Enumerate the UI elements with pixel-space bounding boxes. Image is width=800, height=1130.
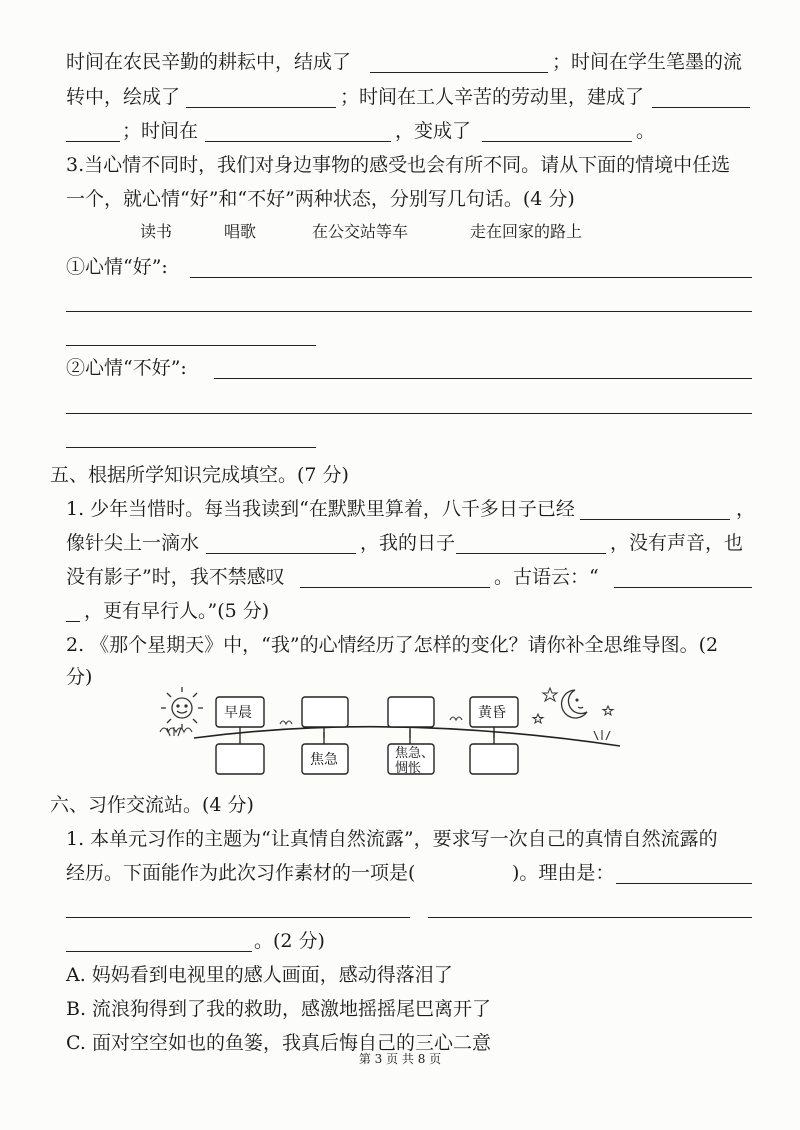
answer-blank[interactable] (66, 917, 410, 918)
q2-line-2 (0, 80, 800, 114)
s5-q1-text: ， (736, 498, 756, 520)
mood-box-blank[interactable] (470, 744, 518, 774)
answer-blank[interactable] (482, 141, 632, 142)
s5-q1-line-1 (0, 492, 800, 526)
answer-blank[interactable] (206, 553, 356, 554)
anxious-melancholy-line-2: 惆怅 (395, 761, 422, 776)
bad-mood-label: ②心情“不好”: (66, 357, 187, 379)
answer-blank[interactable] (616, 883, 752, 884)
answer-blank[interactable] (66, 141, 120, 142)
section6-heading (0, 788, 800, 822)
q2-line-3 (0, 114, 800, 148)
s6-q1-line-1 (0, 822, 800, 856)
writing-line (0, 890, 800, 924)
s5-q1-text: 。古语云：“ (494, 566, 599, 588)
answer-blank[interactable] (300, 587, 490, 588)
choice-b-text: B. 流浪狗得到了我的救助，感激地摇摇尾巴离开了 (66, 998, 492, 1020)
q2-text: 时间在农民辛勤的耕耘中，结成了 (66, 51, 352, 73)
section-heading: 六、习作交流站。(4 分) (50, 794, 254, 816)
q3-options (0, 215, 800, 249)
answer-blank[interactable] (428, 917, 752, 918)
q2-line-1 (0, 45, 800, 79)
mood-mind-map (150, 680, 630, 780)
answer-blank[interactable] (66, 447, 316, 448)
answer-blank[interactable] (214, 378, 752, 379)
moon-icon (562, 690, 587, 718)
answer-blank[interactable] (186, 107, 336, 108)
writing-line (0, 386, 800, 420)
sun-icon (161, 687, 203, 729)
s6-q1-line-2 (0, 856, 800, 890)
good-mood-label: ①心情“好”: (66, 256, 168, 278)
q2-text: 转中，绘成了 (66, 86, 181, 108)
s6-q1-text: )。理由是： (512, 862, 615, 884)
section-heading: 五、根据所学知识完成填空。(7 分) (50, 464, 349, 486)
s6-q1-text: 1. 本单元习作的主题为“让真情自然流露”，要求写一次自己的真情自然流露的 (66, 828, 718, 850)
q3-bad-line (0, 351, 800, 385)
q3-title-1 (0, 148, 800, 182)
choice-a[interactable] (0, 958, 800, 992)
q2-text: ；时间在 (122, 120, 199, 142)
anxious-label: 焦急 (310, 752, 338, 768)
writing-line (0, 420, 800, 454)
answer-blank[interactable] (614, 587, 752, 588)
answer-blank[interactable] (66, 311, 752, 312)
top-boxes (216, 697, 518, 727)
choice-c-text: C. 面对空空如也的鱼篓，我真后悔自己的三心二意 (66, 1032, 491, 1054)
s5-q2-line-1 (0, 628, 800, 662)
s5-q1-text: ，更有早行人。”(5 分) (84, 600, 270, 622)
s5-q1-line-4 (0, 594, 800, 628)
timeline-arc (194, 727, 620, 746)
s5-q1-text: ，我的日子 (360, 532, 456, 554)
morning-label: 早晨 (224, 705, 252, 721)
s5-q1-line-2 (0, 526, 800, 560)
s5-q1-text: 1. 少年当惜时。每当我读到“在默默里算着，八千多日子已经 (66, 498, 575, 520)
option-walk-home: 走在回家的路上 (470, 222, 583, 241)
answer-blank[interactable] (370, 72, 548, 73)
q2-text: ；时间在工人辛苦的劳动里，建成了 (340, 86, 645, 108)
mood-box-blank[interactable] (302, 697, 348, 727)
s5-q1-line-3 (0, 560, 800, 594)
q3-title-text: 3.当心情不同时，我们对身边事物的感受也会有所不同。请从下面的情境中任选 (66, 154, 731, 176)
answer-blank[interactable] (190, 277, 752, 278)
writing-line (0, 318, 800, 352)
q2-text: ；时间在学生笔墨的流 (552, 51, 743, 73)
s6-q1-line-4 (0, 924, 800, 958)
option-read: 读书 (140, 222, 173, 241)
anxious-melancholy-line-1: 焦急、 (395, 746, 435, 761)
s5-q1-text: ，没有声音，也 (610, 532, 744, 554)
answer-blank[interactable] (580, 519, 730, 520)
s5-q1-text: 没有影子”时，我不禁感叹 (66, 566, 285, 588)
choice-a-text: A. 妈妈看到电视里的感人画面，感动得落泪了 (66, 964, 453, 986)
answer-blank[interactable] (456, 553, 606, 554)
q2-text: ，变成了 (395, 120, 472, 142)
section5-heading (0, 458, 800, 492)
q3-title-2 (0, 182, 800, 216)
s6-q1-text: 。(2 分) (254, 930, 325, 952)
dusk-label: 黄昏 (478, 705, 506, 721)
s6-q1-text: 经历。下面能作为此次习作素材的一项是( (66, 862, 416, 884)
bottom-boxes (216, 744, 518, 774)
writing-line (0, 284, 800, 318)
answer-blank[interactable] (66, 621, 80, 622)
mood-box-blank[interactable] (388, 697, 434, 727)
q3-good-line (0, 250, 800, 284)
q3-title-text: 一个，就心情“好”和“不好”两种状态，分别写几句话。(4 分) (66, 188, 575, 210)
mood-box-blank[interactable] (216, 744, 264, 774)
answer-blank[interactable] (652, 107, 750, 108)
page-footer: 第 3 页 共 8 页 (358, 1052, 442, 1066)
answer-blank[interactable] (66, 413, 752, 414)
choice-b[interactable] (0, 992, 800, 1026)
option-sing: 唱歌 (224, 222, 257, 241)
answer-blank[interactable] (66, 345, 316, 346)
answer-blank[interactable] (66, 951, 252, 952)
option-bus-stop: 在公交站等车 (312, 222, 409, 241)
s5-q1-text: 像针尖上一滴水 (66, 532, 200, 554)
s5-q2-text: 2. 《那个星期天》中，“我”的心情经历了怎样的变化？请你补全思维导图。(2 (66, 634, 719, 656)
s5-q2-text: 分) (66, 666, 93, 688)
q2-text: 。 (636, 120, 656, 142)
answer-blank[interactable] (205, 141, 391, 142)
